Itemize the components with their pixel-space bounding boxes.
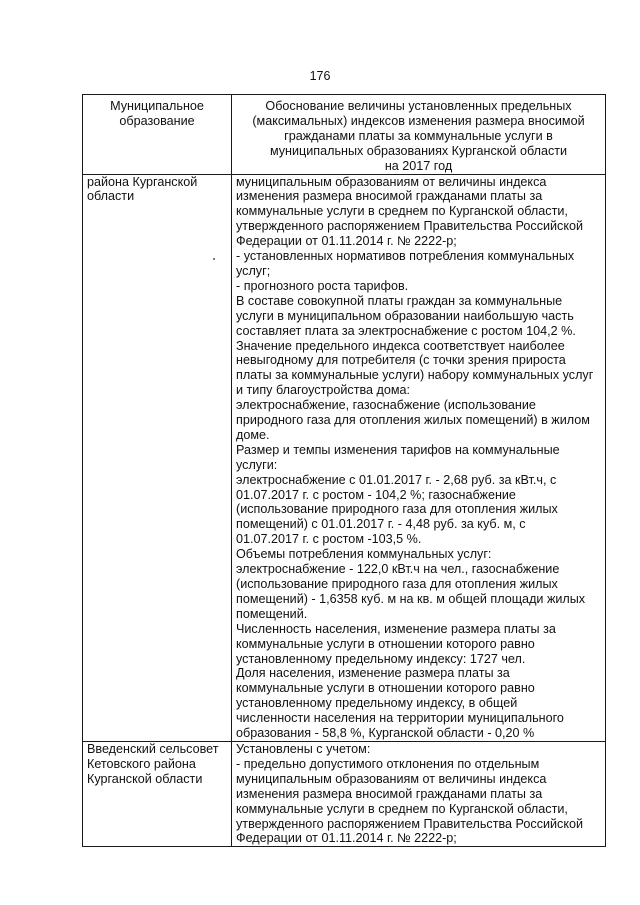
municipality-line: района Курганской <box>87 174 198 189</box>
header-justification-line: (максимальных) индексов изменения размера вносимой <box>252 113 585 128</box>
text-line: Размер и темпы изменения тарифов на коммунальные <box>236 442 560 457</box>
header-municipality-line: Муниципальное <box>110 99 204 113</box>
text-line: Численность населения, изменение размера платы за <box>236 621 556 636</box>
header-justification-line: на 2017 год <box>384 158 453 173</box>
text-line: муниципальным образованиям от величины индекса <box>236 771 547 786</box>
municipality-line: Курганской области <box>87 771 203 786</box>
text-line: коммунальные услуги в среднем по Курганской области, <box>236 801 568 816</box>
text-line: услуги в муниципальном образовании наибольшую часть <box>236 308 574 323</box>
justification-cell <box>232 741 606 846</box>
text-line: составляет плата за электроснабжение с ростом 104,2 %. <box>236 323 576 338</box>
page-number: 176 <box>309 69 331 83</box>
header-justification-line: муниципальных образованиях Курганской области <box>269 143 568 158</box>
text-line: коммунальные услуги в среднем по Курганской области, <box>236 204 568 219</box>
municipality-line: Кетовского района <box>87 756 196 771</box>
text-line: изменения размера вносимой гражданами платы за <box>236 189 543 204</box>
text-line: электроснабжение, газоснабжение (использование <box>236 398 536 413</box>
text-line: утвержденного распоряжением Правительства Российской <box>236 816 584 831</box>
text-line: доме. <box>236 427 270 442</box>
municipality-line: области <box>87 189 135 204</box>
header-justification <box>232 95 606 175</box>
text-line: образования - 58,8 %, Курганской области - 0,20 % <box>236 726 535 741</box>
text-line: услуг; <box>236 263 271 278</box>
text-line: муниципальным образованиям от величины индекса <box>236 174 547 189</box>
text-line: помещений) - 1,6358 куб. м на кв. м общей площади жилых <box>236 591 586 606</box>
text-line: Федерации от 01.11.2014 г. № 2222-р; <box>236 234 457 249</box>
text-line: - установленных нормативов потребления коммунальных <box>236 249 575 264</box>
text-line: невыгодному для потребителя (с точки зрения прироста <box>236 353 566 368</box>
text-line: природного газа для отопления жилых помещений) в жилом <box>236 413 590 428</box>
table-row <box>83 741 606 846</box>
text-line: установленному предельному индексу, в общей <box>236 696 518 711</box>
text-line: (использование природного газа для отопления жилых <box>236 502 558 517</box>
text-line: 01.07.2017 г. с ростом - 104,2 %; газоснабжение <box>236 487 516 502</box>
text-line: коммунальные услуги в отношении которого равно <box>236 636 535 651</box>
text-line: платы за коммунальные услуги) набору коммунальных услуг <box>236 368 594 383</box>
header-justification-line: гражданами платы за коммунальные услуги в <box>284 128 553 143</box>
text-line: изменения размера вносимой гражданами платы за <box>236 786 543 801</box>
justification-cell <box>232 174 606 741</box>
text-line: - прогнозного роста тарифов. <box>236 278 409 293</box>
text-line: коммунальные услуги в отношении которого равно <box>236 681 535 696</box>
text-line: Доля населения, изменение размера платы за <box>236 666 510 681</box>
text-line: помещений) с 01.01.2017 г. - 4,48 руб. за куб. м, с <box>236 517 526 532</box>
municipal-index-table <box>82 94 606 847</box>
municipality-line: Введенский сельсовет <box>87 741 219 756</box>
text-line: численности населения на территории муниципального <box>236 711 564 726</box>
header-justification-line: Обоснование величины установленных предельных <box>265 99 572 113</box>
text-line: В составе совокупной платы граждан за коммунальные <box>236 293 563 308</box>
text-line: электроснабжение с 01.01.2017 г. - 2,68 руб. за кВт.ч, с <box>236 472 557 487</box>
municipality-cell <box>83 741 232 846</box>
text-line: Установлены с учетом: <box>236 741 371 756</box>
header-municipality-line: образование <box>119 113 195 128</box>
text-line: Значение предельного индекса соответствует наиболее <box>236 338 565 353</box>
text-line: и типу благоустройства дома: <box>236 383 411 398</box>
text-line: Объемы потребления коммунальных услуг: <box>236 547 492 562</box>
text-line: услуги: <box>236 457 278 472</box>
text-line: Федерации от 01.11.2014 г. № 2222-р; <box>236 831 457 846</box>
scan-speck <box>213 258 215 260</box>
municipality-cell <box>83 174 232 741</box>
header-municipality <box>83 95 232 175</box>
text-line: (использование природного газа для отопления жилых <box>236 577 558 591</box>
text-line: 01.07.2017 г. с ростом -103,5 %. <box>236 532 422 547</box>
text-line: установленному предельному индексу: 1727 чел. <box>236 651 526 666</box>
table-header-row <box>83 95 606 175</box>
text-line: утвержденного распоряжением Правительства Российской <box>236 219 584 234</box>
text-line: - предельно допустимого отклонения по отдельным <box>236 756 540 771</box>
text-line: помещений. <box>236 606 308 621</box>
table-row <box>83 174 606 741</box>
text-line: электроснабжение - 122,0 кВт.ч на чел., газоснабжение <box>236 562 560 577</box>
